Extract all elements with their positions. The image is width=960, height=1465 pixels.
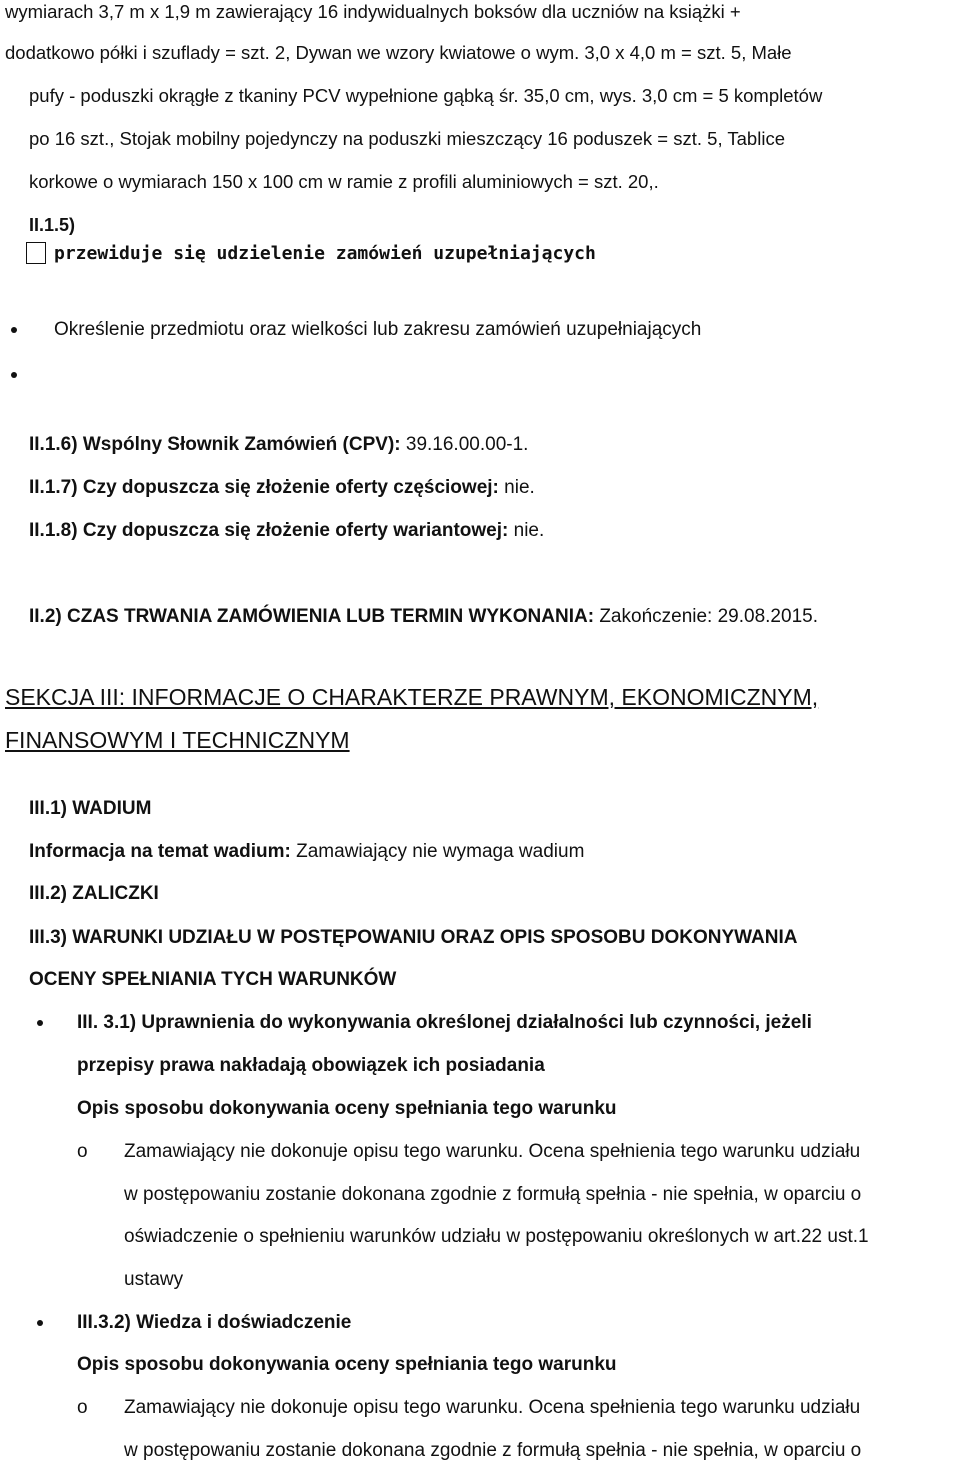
permits-title-line-2: przepisy prawa nakładają obowiązek ich posiadania	[77, 1055, 545, 1076]
permits-text-line-4: ustawy	[124, 1269, 184, 1290]
intro-line-3: pufy - poduszki okrągłe z tkaniny PCV wypełnione gąbką śr. 35,0 cm, wys. 3,0 cm = 5 kompletów	[29, 85, 823, 106]
sub-bullet-icon: o	[77, 1141, 88, 1162]
cpv-value: 39.16.00.00-1.	[400, 434, 529, 455]
zaliczki-heading: III.2) ZALICZKI	[29, 883, 159, 904]
variant-offer-row	[29, 519, 544, 543]
wadium-heading: III.1) WADIUM	[29, 798, 152, 819]
cpv-label: II.1.6) Wspólny Słownik Zamówień (CPV):	[29, 434, 401, 455]
supplementary-orders-description: Określenie przedmiotu oraz wielkości lub zakresu zamówień uzupełniających	[54, 319, 702, 340]
permits-text-line-3: oświadczenie o spełnieniu warunków udziału w postępowaniu określonych w art.22 ust.1	[124, 1226, 869, 1247]
wadium-info-value: Zamawiający nie wymaga wadium	[290, 841, 585, 862]
permits-assessment-label: Opis sposobu dokonywania oceny spełniania tego warunku	[77, 1098, 617, 1119]
duration-value: Zakończenie: 29.08.2015.	[594, 606, 818, 627]
conditions-heading-line-2: OCENY SPEŁNIANIA TYCH WARUNKÓW	[29, 969, 397, 990]
duration-label: II.2) CZAS TRWANIA ZAMÓWIENIA LUB TERMIN WYKONANIA:	[29, 606, 595, 627]
supplementary-orders-checkbox[interactable]	[26, 242, 46, 264]
intro-line-1: wymiarach 3,7 m x 1,9 m zawierający 16 indywidualnych boksów dla uczniów na książki +	[5, 1, 741, 22]
partial-offer-row	[29, 476, 535, 500]
section-label-ii-1-5: II.1.5)	[29, 215, 76, 235]
permits-title-line-1: III. 3.1) Uprawnienia do wykonywania określonej działalności lub czynności, jeżeli	[77, 1012, 812, 1033]
experience-title: III.3.2) Wiedza i doświadczenie	[77, 1312, 352, 1333]
bullet-icon	[37, 1020, 43, 1026]
experience-assessment-label: Opis sposobu dokonywania oceny spełniania tego warunku	[77, 1354, 617, 1375]
intro-line-4: po 16 szt., Stojak mobilny pojedynczy na poduszki mieszczący 16 poduszek = szt. 5, Tablice	[29, 128, 785, 149]
variant-offer-label: II.1.8) Czy dopuszcza się złożenie oferty wariantowej:	[29, 520, 509, 541]
partial-offer-label: II.1.7) Czy dopuszcza się złożenie oferty częściowej:	[29, 477, 499, 498]
wadium-info-label: Informacja na temat wadium:	[29, 841, 291, 862]
wadium-info-row	[29, 840, 584, 864]
experience-text-line-1: Zamawiający nie dokonuje opisu tego warunku. Ocena spełnienia tego warunku udziału	[124, 1397, 861, 1418]
variant-offer-value: nie.	[508, 520, 545, 541]
conditions-heading-line-1: III.3) WARUNKI UDZIAŁU W POSTĘPOWANIU ORAZ OPIS SPOSOBU DOKONYWANIA	[29, 927, 798, 948]
sub-bullet-icon: o	[77, 1397, 88, 1418]
duration-row	[29, 605, 818, 629]
bullet-icon	[11, 327, 17, 333]
checkbox-label: przewiduje się udzielenie zamówień uzupełniających	[54, 243, 596, 264]
partial-offer-value: nie.	[498, 477, 535, 498]
intro-line-5: korkowe o wymiarach 150 x 100 cm w ramie z profili aluminiowych = szt. 20,.	[29, 171, 659, 192]
permits-text-line-1: Zamawiający nie dokonuje opisu tego warunku. Ocena spełnienia tego warunku udziału	[124, 1141, 861, 1162]
bullet-icon	[11, 372, 17, 378]
section-iii-heading-line-1: SEKCJA III: INFORMACJE O CHARAKTERZE PRAWNYM, EKONOMICZNYM,	[5, 684, 819, 710]
section-iii-heading-line-2: FINANSOWYM I TECHNICZNYM	[5, 727, 350, 753]
bullet-icon	[37, 1320, 43, 1326]
cpv-row	[29, 433, 528, 457]
intro-line-2: dodatkowo półki i szuflady = szt. 2, Dywan we wzory kwiatowe o wym. 3,0 x 4,0 m = szt. 5, Małe	[5, 42, 792, 63]
permits-text-line-2: w postępowaniu zostanie dokonana zgodnie z formułą spełnia - nie spełnia, w oparciu o	[124, 1184, 862, 1205]
experience-text-line-2: w postępowaniu zostanie dokonana zgodnie z formułą spełnia - nie spełnia, w oparciu o	[124, 1440, 862, 1461]
